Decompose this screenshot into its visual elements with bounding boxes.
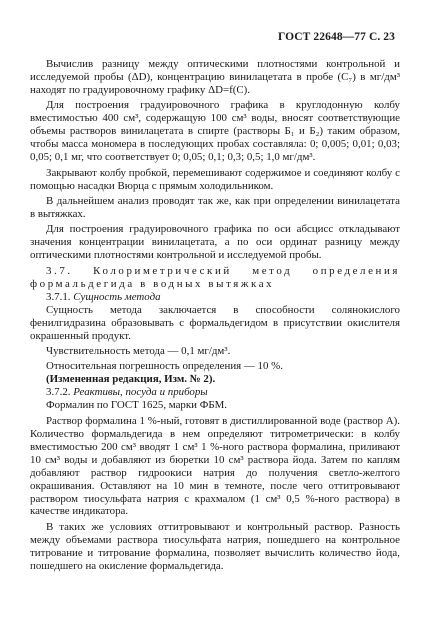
subsection-number: 3.7.1. <box>46 290 71 303</box>
subsection-heading-method-essence <box>30 291 400 304</box>
paragraph-further-analysis: В дальнейшем анализ проводят так же, как при определении винилацетата в вытяжках. <box>30 195 400 220</box>
paragraph-sensitivity: Чувствительность метода — 0,1 мг/дм³. <box>46 345 231 358</box>
paragraph-formalin-solution: Раствор формалина 1 %-ный, готовят в дистиллированной воде (раствор А). Количество формальдегида в нем определяют титрометрически: в колбу вместимостью 200 см³ вводят 1 см³ 1 %-ного раствора формалина, приливают 10 см³ воды и добавляют из бюретки 10 см³ раствора йода. Затем по каплям добавляют раствор гидроокиси натрия до получения светло-желтого окрашивания. Оставляют на 10 мин в темноте, после чего оттитровывают раствором тиосульфата натрия с крахмалом (1 см³ 0,5 %-ного раствора) в качестве индикатора. <box>30 414 400 518</box>
paragraph-flask-closing: Закрывают колбу пробкой, перемешивают содержимое и соединяют колбу с помощью насадки Вюрца с прямым холодильником. <box>30 166 400 192</box>
page-header: ГОСТ 22648—77 С. 23 <box>277 31 395 43</box>
amendment-note: (Измененная редакция, Изм. № 2). <box>46 373 216 386</box>
subsection-title: Реактивы, посуда и приборы <box>73 386 208 399</box>
subsection-title: Сущность метода <box>73 290 161 303</box>
section-heading-formaldehyde-method: 3.7. Колориметрический метод определения формальдегида в водных вытяжках <box>30 264 400 290</box>
paragraph-method-essence: Сущность метода заключается в способности солянокислого фенилгидразина образовывать с формальдегидом в присутствии окислителя окрашенный продукт. <box>30 303 400 342</box>
paragraph-calibration-preparation: Для построения градуировочного графика в круглодонную колбу вместимостью 400 см³, содержащую 100 см³ воды, вносят соответствующие объемы растворов винилацетата в спирте (растворы Б₁ и Б₂) таким образом, чтобы масса мономера в последующих пробах составляла: 0; 0,005; 0,01; 0,03; 0,05; 0,1 мг, что соответствует 0; 0,05; 0,1; 0,3; 0,5; 1,0 мг/дм³. <box>30 99 400 164</box>
document-body <box>30 58 400 573</box>
subsection-heading-reagents <box>30 386 400 399</box>
paragraph-vinyl-acetate-calculation: Вычислив разницу между оптическими плотностями контрольной и исследуемой пробы (ΔD), концентрацию винилацетата в пробе (C₇) в мг/дм³ находят по градуировочному графику ΔD=f(C). <box>30 58 400 96</box>
paragraph-formalin-grade: Формалин по ГОСТ 1625, марки ФБМ. <box>46 399 227 412</box>
paragraph-control-titration: В таких же условиях оттитровывают и контрольный раствор. Разность между объемами раствора тиосульфата натрия, пошедшего на контрольное титрование и титрование формалина, позволяет вычислить количество йода, пошедшего на окисление формальдегида. <box>30 520 400 572</box>
paragraph-calibration-axes: Для построения градуировочного графика по оси абсцисс откладывают значения концентрации винилацетата, а по оси ординат разницу между оптическими плотностями контрольной и исследуемой пробы. <box>30 223 400 262</box>
subsection-number: 3.7.2. <box>46 386 71 399</box>
paragraph-relative-error: Относительная погрешность определения — 10 %. <box>46 360 283 373</box>
